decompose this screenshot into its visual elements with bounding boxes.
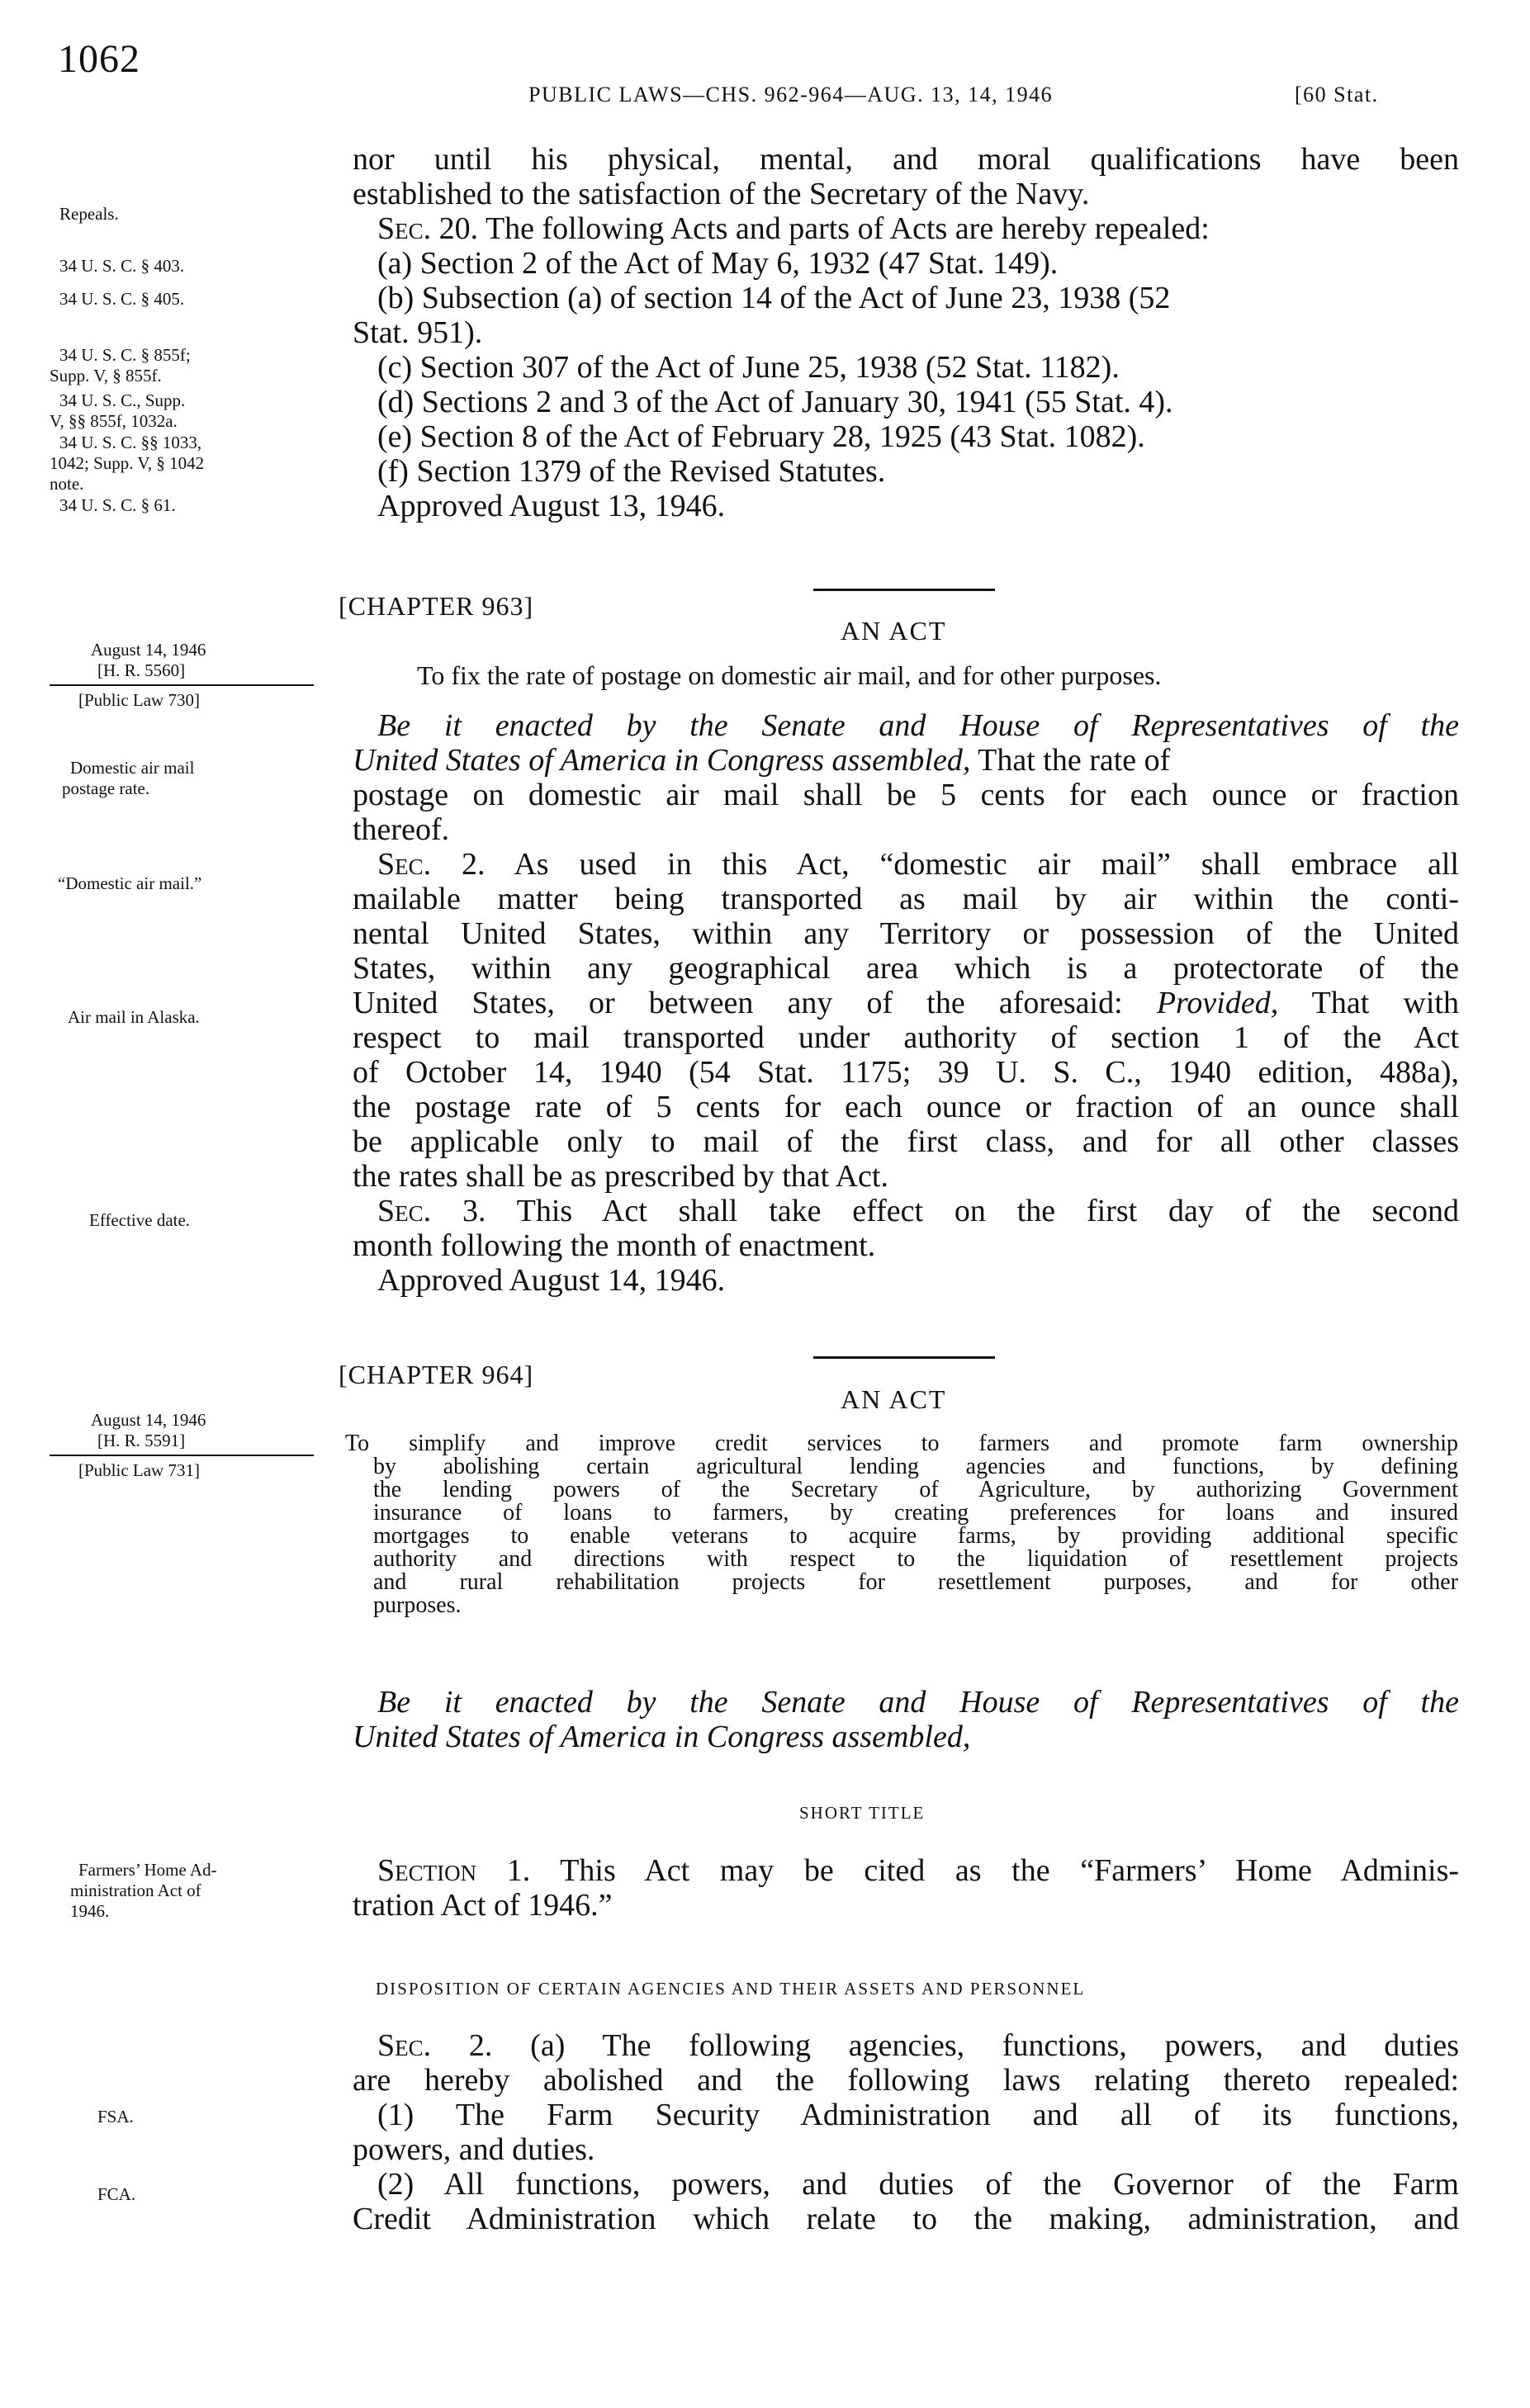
purpose-line: mortgages to enable veterans to acquire farms, by providing additional specific (373, 1523, 1458, 1549)
section-text: 3. This Act shall take effect on the first day of the second (462, 1194, 1459, 1228)
purpose-line: purposes. (373, 1592, 462, 1618)
margin-note-usc-61: 34 U. S. C. § 61. (59, 495, 176, 515)
chapter-963-title: [CHAPTER 963] (339, 591, 534, 621)
text-line: postage on domestic air mail shall be 5 cents for each ounce or fraction (353, 778, 1459, 812)
margin-note-usc-405: 34 U. S. C. § 405. (59, 289, 185, 309)
provided-italic: Provided, (1156, 986, 1279, 1020)
enacting-clause-italic: United States of America in Congress assembled, (353, 743, 971, 778)
repeal-item-f: (f) Section 1379 of the Revised Statutes. (377, 454, 886, 489)
text-line: of October 14, 1940 (54 Stat. 1175; 39 U. S. C., 1940 edition, 488a), (353, 1055, 1459, 1090)
chapter-964-title: [CHAPTER 964] (339, 1360, 534, 1389)
text-line: tration Act of 1946.” (353, 1888, 613, 1923)
section-text: 2. As used in this Act, “domestic air mail” shall embrace all (462, 847, 1459, 882)
text-line: respect to mail transported under authority of section 1 of the Act (353, 1020, 1459, 1055)
purpose-line: insurance of loans to farmers, by creating preferences for loans and insured (373, 1500, 1458, 1526)
text-line: (2) All functions, powers, and duties of the Governor of the Farm (377, 2167, 1459, 2202)
ch963-body (353, 708, 1459, 1298)
purpose-line: and rural rehabilitation projects for resettlement purposes, and for other (373, 1569, 1458, 1595)
ch962-tail (353, 142, 1459, 523)
text-line: nental United States, within any Territory or possession of the United (353, 916, 1459, 951)
section-label: Sec. (377, 211, 432, 246)
purpose-line: by abolishing certain agricultural lending agencies and functions, by defining (373, 1454, 1458, 1479)
enacting-clause-cont: United States of America in Congress assembled, (353, 1720, 971, 1754)
section-20-line (353, 211, 1459, 246)
ch964-purpose (345, 1432, 1458, 1617)
margin-note-ch963-bill: [H. R. 5560] (97, 660, 186, 680)
page-number: 1062 (58, 37, 140, 81)
margin-note-ch964-date: August 14, 1946 (91, 1410, 206, 1430)
section-2-line (353, 847, 1459, 882)
enacting-clause: Be it enacted by the Senate and House of Representatives of the (377, 708, 1459, 743)
margin-note-ch963-date: August 14, 1946 (91, 640, 206, 660)
section-1-line (353, 1853, 1459, 1888)
text-segment: United States, or between any of the aforesaid: (353, 986, 1123, 1020)
margin-note-ch963-public-law: [Public Law 730] (78, 690, 200, 710)
margin-note-usc-1033-line1: 34 U. S. C. §§ 1033, (59, 433, 202, 452)
margin-note-fha-line1: Farmers’ Home Ad- (78, 1860, 217, 1880)
text-line: thereof. (353, 812, 450, 847)
margin-note-usc-855-line4: V, §§ 855f, 1032a. (50, 411, 178, 431)
text-line: Credit Administration which relate to the making, administration, and (353, 2202, 1459, 2236)
text-line: nor until his physical, mental, and moral qualifications have been (353, 142, 1459, 177)
section-3-line (353, 1194, 1459, 1228)
ch964-section-1 (353, 1853, 1459, 1923)
approved-date: Approved August 14, 1946. (377, 1263, 726, 1298)
disposition-heading: DISPOSITION OF CERTAIN AGENCIES AND THEIR ASSETS AND PERSONNEL (376, 1979, 1086, 1999)
text-line: month following the month of enactment. (353, 1228, 876, 1263)
ch964-an-act: AN ACT (841, 1384, 947, 1414)
text-line: (1) The Farm Security Administration and all of its functions, (377, 2098, 1459, 2132)
margin-note-rule (50, 1455, 314, 1456)
text-line: powers, and duties. (353, 2132, 595, 2167)
repeal-item-b-cont: Stat. 951). (353, 315, 483, 350)
approved-date: Approved August 13, 1946. (377, 489, 726, 523)
text-line: are hereby abolished and the following laws relating thereto repealed: (353, 2063, 1459, 2098)
section-text: 2. (a) The following agencies, functions, powers, and duties (468, 2028, 1459, 2063)
margin-note-ch964-bill: [H. R. 5591] (97, 1431, 186, 1450)
text-segment: That with (1311, 986, 1459, 1020)
statute-reference: [60 Stat. (1295, 83, 1379, 106)
purpose-line: authority and directions with respect to the liquidation of resettlement projects (373, 1546, 1458, 1572)
margin-note-usc-1033-line2: 1042; Supp. V, § 1042 (50, 453, 205, 473)
margin-note-fsa: FSA. (97, 2107, 134, 2127)
margin-note-usc-1033-line3: note. (50, 474, 84, 494)
repeal-item-d: (d) Sections 2 and 3 of the Act of January 30, 1941 (55 Stat. 4). (377, 385, 1173, 419)
enacting-clause-cont (353, 743, 1459, 778)
ch964-enacting (353, 1685, 1459, 1754)
section-text: 1. This Act may be cited as the “Farmers’ Home Adminis- (506, 1853, 1460, 1888)
margin-note-fha-line3: 1946. (70, 1901, 110, 1921)
running-title: PUBLIC LAWS—CHS. 962-964—AUG. 13, 14, 1946 (528, 83, 1054, 106)
section-label: Sec. (377, 1194, 432, 1228)
margin-note-usc-855-line2: Supp. V, § 855f. (50, 366, 162, 386)
text-line: States, within any geographical area which is a protectorate of the (353, 951, 1459, 986)
ch963-purpose: To fix the rate of postage on domestic air mail, and for other purposes. (417, 660, 1162, 690)
short-title-heading: SHORT TITLE (799, 1803, 926, 1823)
margin-note-repeals: Repeals. (59, 204, 119, 224)
section-2-line (353, 2028, 1459, 2063)
section-label: Sec. (377, 2028, 432, 2063)
purpose-line: the lending powers of the Secretary of Agriculture, by authorizing Government (373, 1477, 1458, 1502)
margin-note-rule (50, 684, 314, 686)
section-text: 20. The following Acts and parts of Acts are hereby repealed: (438, 211, 1210, 246)
repeal-item-b: (b) Subsection (a) of section 14 of the Act of June 23, 1938 (52 (377, 281, 1171, 315)
repeal-item-a: (a) Section 2 of the Act of May 6, 1932 (47 Stat. 149). (377, 246, 1059, 281)
text-line (353, 986, 1459, 1020)
enacting-clause: Be it enacted by the Senate and House of Representatives of the (377, 1685, 1459, 1720)
repeal-item-c: (c) Section 307 of the Act of June 25, 1938 (52 Stat. 1182). (377, 350, 1120, 385)
chapter-separator-rule (813, 1356, 995, 1359)
repeal-item-e: (e) Section 8 of the Act of February 28, 1925 (43 Stat. 1082). (377, 419, 1145, 454)
section-label: Sec. (377, 847, 432, 882)
text-line: mailable matter being transported as mail by air within the conti- (353, 882, 1459, 916)
text-line: the postage rate of 5 cents for each ounce or fraction of an ounce shall (353, 1090, 1459, 1124)
ch963-an-act: AN ACT (841, 616, 947, 646)
margin-note-usc-403: 34 U. S. C. § 403. (59, 256, 185, 276)
margin-note-effective-date: Effective date. (89, 1210, 191, 1230)
margin-note-usc-855-line3: 34 U. S. C., Supp. (59, 390, 186, 410)
chapter-separator-rule (813, 589, 995, 591)
margin-note-fha-line2: ministration Act of (70, 1881, 201, 1900)
text-line: be applicable only to mail of the first class, and for all other classes (353, 1124, 1459, 1159)
text-line: the rates shall be as prescribed by that Act. (353, 1159, 888, 1194)
margin-note-usc-855-line1: 34 U. S. C. § 855f; (59, 345, 191, 365)
purpose-line: To simplify and improve credit services to farmers and promote farm ownership (345, 1431, 1458, 1456)
margin-note-ch964-public-law: [Public Law 731] (78, 1460, 200, 1480)
margin-note-domestic-air-mail: “Domestic air mail.” (58, 873, 202, 893)
text-line: established to the satisfaction of the Secretary of the Navy. (353, 177, 1090, 211)
margin-note-alaska: Air mail in Alaska. (68, 1007, 200, 1027)
enacting-clause-rest: That the rate of (978, 743, 1171, 778)
margin-note-airmail-line1: Domestic air mail (70, 758, 195, 778)
section-label: Section (377, 1853, 477, 1888)
margin-note-fca: FCA. (97, 2184, 136, 2204)
margin-note-airmail-line2: postage rate. (62, 778, 150, 798)
ch964-section-2 (353, 2028, 1459, 2236)
